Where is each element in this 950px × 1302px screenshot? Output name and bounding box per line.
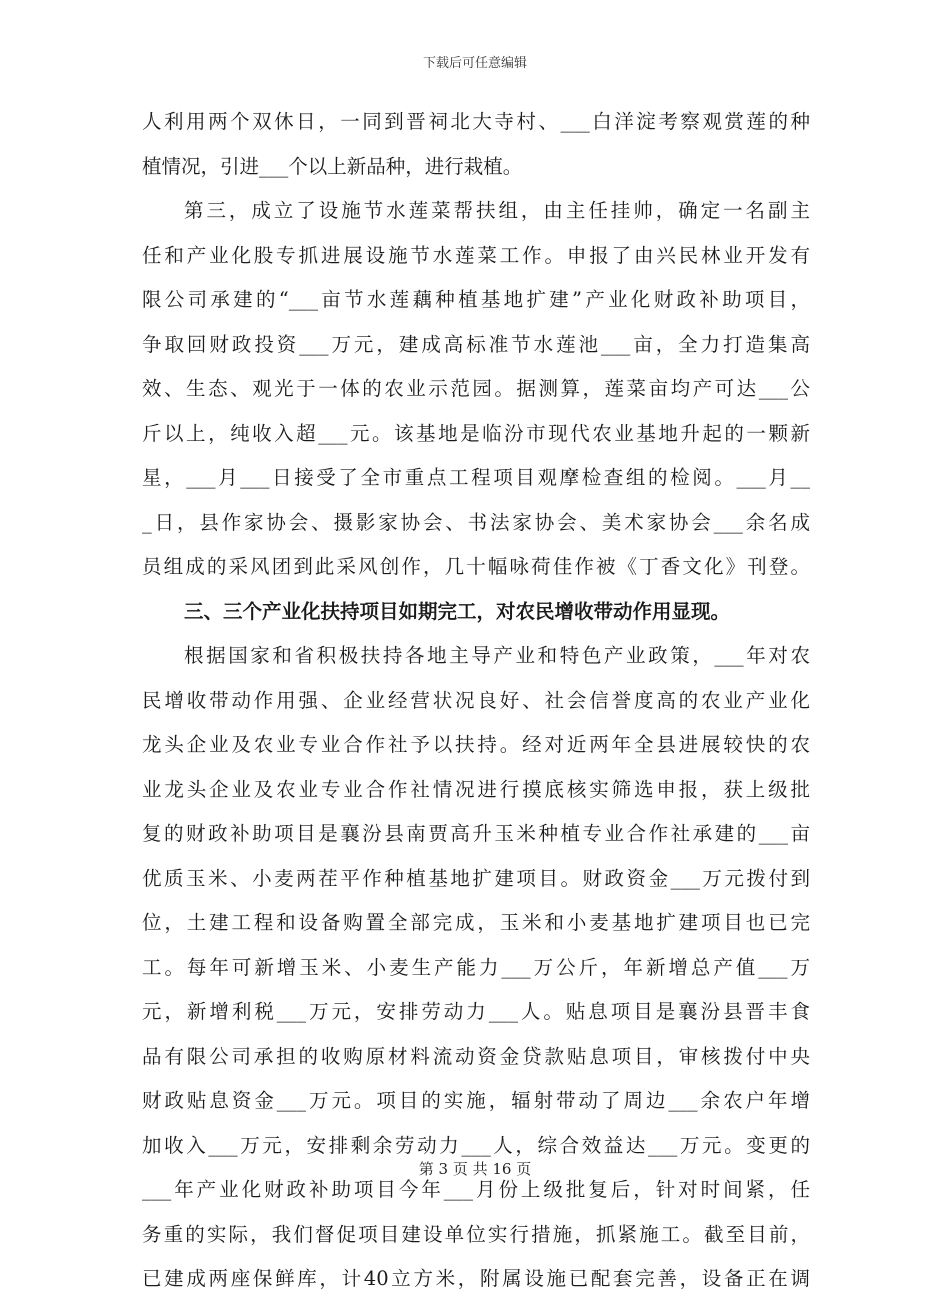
text-line: 星，___月___日接受了全市重点工程项目观摩检查组的检阅。___月__	[142, 466, 810, 489]
text-line: 争取回财政投资___万元，建成高标准节水莲池___亩，全力打造集高	[142, 332, 810, 356]
paragraph-start-line: 第三，成立了设施节水莲菜帮扶组，由主任挂帅，确定一名副主	[184, 199, 810, 222]
text-line: 龙头企业及农业专业合作社予以扶持。经对近两年全县进展较快的农	[142, 733, 810, 756]
text-line: 位，土建工程和设备购置全部完成，玉米和小麦基地扩建项目也已完	[142, 911, 810, 934]
text-line: 植情况，引进___个以上新品种，进行栽植。	[142, 154, 523, 178]
text-line: ___年产业化财政补助项目今年___月份上级批复后，针对时间紧，任	[142, 1178, 810, 1201]
text-line: 斤以上，纯收入超___元。该基地是临汾市现代农业基地升起的一颗新	[142, 421, 810, 445]
text-line: _日，县作家协会、摄影家协会、书法家协会、美术家协会___余名成	[142, 510, 810, 534]
text-line: 优质玉米、小麦两茬平作种植基地扩建项目。财政资金___万元拨付到	[142, 866, 810, 890]
document-body	[142, 100, 810, 1302]
section-heading: 三、三个产业化扶持项目如期完工，对农民增收带动作用显现。	[184, 599, 731, 623]
text-line: 品有限公司承担的收购原材料流动资金贷款贴息项目，审核拨付中央	[142, 1044, 810, 1068]
text-line: 加收入___万元，安排剩余劳动力___人，综合效益达___万元。变更的	[142, 1133, 810, 1157]
text-line: 复的财政补助项目是襄汾县南贾高升玉米种植专业合作社承建的___亩	[142, 822, 810, 845]
text-line: 财政贴息资金___万元。项目的实施，辐射带动了周边___余农户年增	[142, 1089, 810, 1112]
page-header: 下载后可任意编辑	[422, 56, 527, 71]
text-line: 民增收带动作用强、企业经营状况良好、社会信誉度高的农业产业化	[142, 688, 810, 712]
text-line: 任和产业化股专抓进展设施节水莲菜工作。申报了由兴民林业开发有	[142, 243, 810, 267]
text-line: 限公司承建的“___亩节水莲藕种植基地扩建”产业化财政补助项目，	[142, 288, 810, 311]
text-line: 员组成的采风团到此采风创作，几十幅咏荷佳作被《丁香文化》刊登。	[142, 555, 810, 578]
text-line: 务重的实际，我们督促项目建设单位实行措施，抓紧施工。截至目前，	[142, 1222, 810, 1246]
text-line: 工。每年可新增玉米、小麦生产能力___万公斤，年新增总产值___万	[142, 955, 810, 979]
text-line: 人利用两个双休日，一同到晋祠北大寺村、___白洋淀考察观赏莲的种	[142, 110, 810, 133]
text-line: 业龙头企业及农业专业合作社情况进行摸底核实筛选申报，获上级批	[142, 777, 810, 801]
text-line: 元，新增利税___万元，安排劳动力___人。贴息项目是襄汾县晋丰食	[142, 1000, 810, 1023]
text-line: 效、生态、观光于一体的农业示范园。据测算，莲菜亩均产可达___公	[142, 377, 810, 400]
text-line: 已建成两座保鲜库，计40立方米，附属设施已配套完善，设备正在调	[142, 1267, 810, 1290]
paragraph-start-line: 根据国家和省积极扶持各地主导产业和特色产业政策，___年对农	[184, 644, 810, 667]
page-footer: 第 3 页 共 16 页	[418, 1160, 532, 1178]
